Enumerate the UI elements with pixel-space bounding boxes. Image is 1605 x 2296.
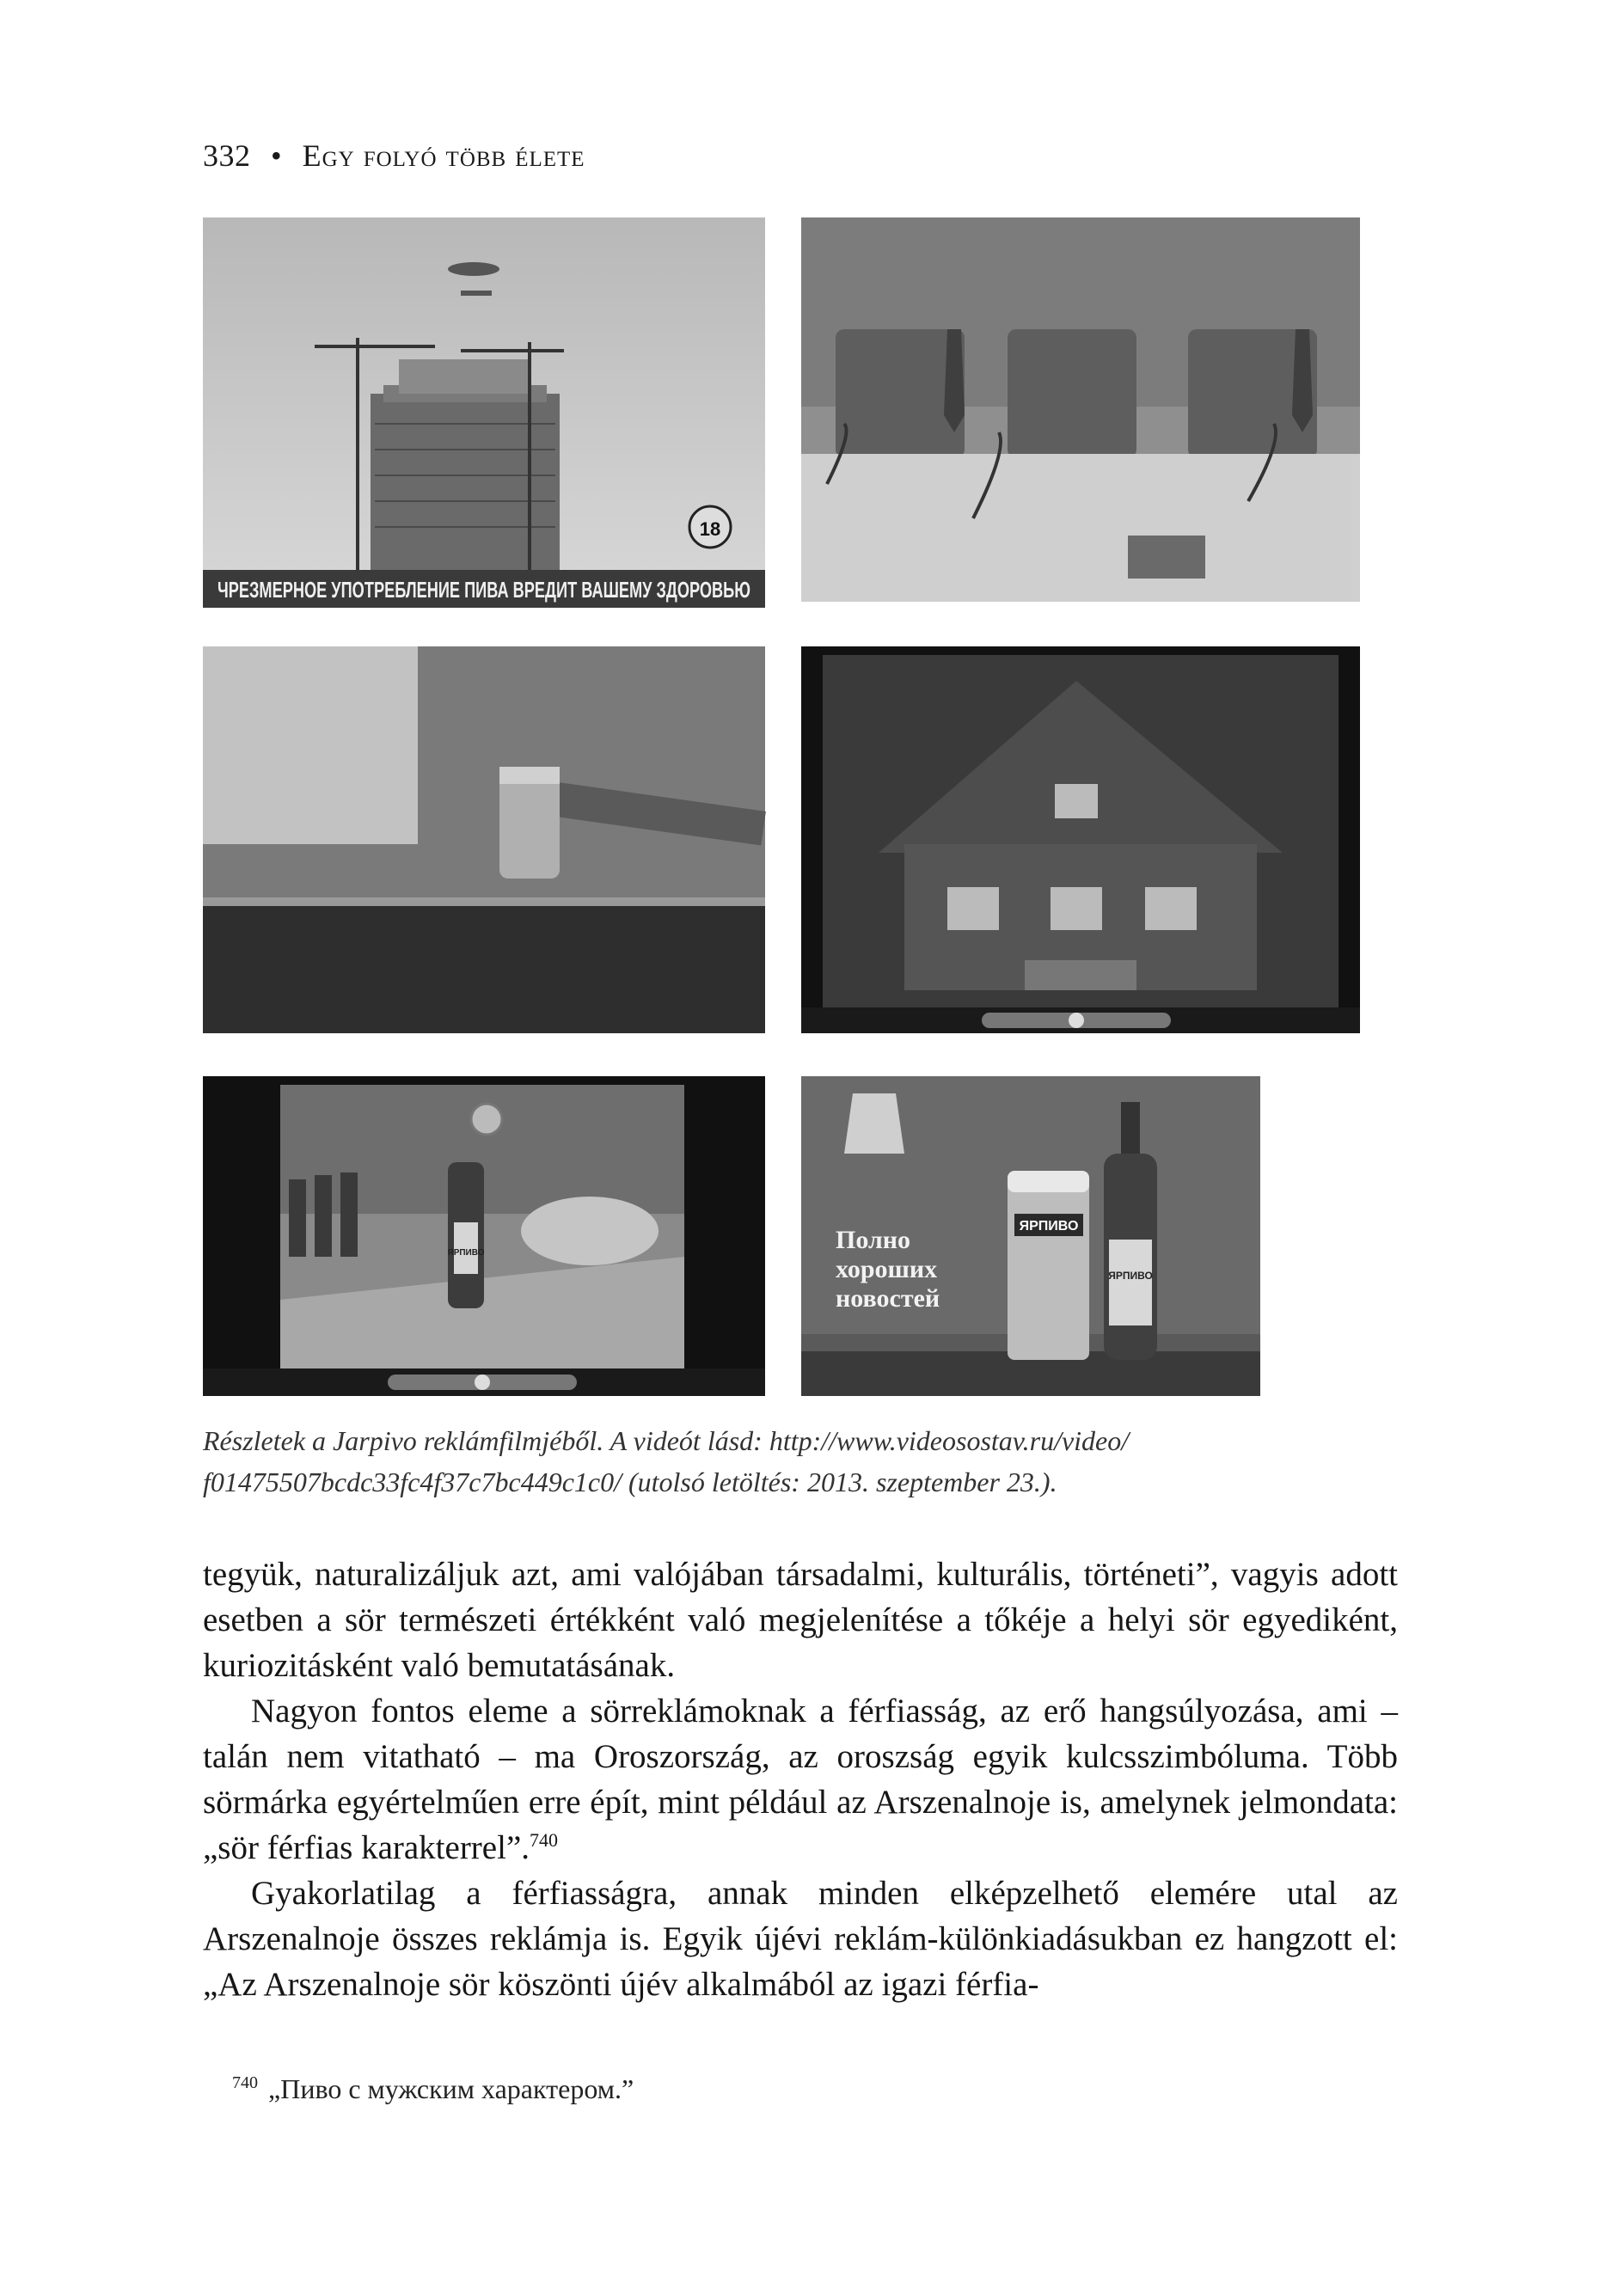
caption-line-1: Részletek a Jarpivo reklámfilmjéből. A videót lásd: http://www.videosostav.ru/video/ bbox=[203, 1425, 1130, 1456]
bottle-label-brand-2: ЯРПИВО bbox=[1108, 1270, 1153, 1282]
bullet-separator: • bbox=[271, 138, 283, 173]
paragraph-1: tegyük, naturalizáljuk azt, ami valójában társadalmi, kulturális, történeti”, vagyis adott esetben a sör természeti értékként való megjelenítése a tőkéje a helyi sör egyediként, kuriozitásként való bemutatásának. bbox=[203, 1556, 1398, 1684]
footnote-text: „Пиво с мужским характером.” bbox=[268, 2073, 634, 2104]
slogan-line-2: хороших bbox=[836, 1255, 938, 1283]
figure-caption bbox=[203, 1420, 1398, 1503]
footnote-ref-740[interactable]: 740 bbox=[530, 1829, 559, 1851]
figure-wooden-house bbox=[801, 646, 1360, 1033]
slogan-line-1: Полно bbox=[836, 1226, 911, 1254]
glass-label-brand: ЯРПИВО bbox=[1019, 1219, 1079, 1234]
figure-beer-table bbox=[203, 1076, 765, 1396]
caption-line-2: f01475507bcdc33fc4f37c7bc449c1c0/ (utolsó letöltés: 2013. szeptember 23.). bbox=[203, 1466, 1057, 1497]
figure-beer-glass bbox=[801, 1076, 1260, 1396]
paragraph-3: Gyakorlatilag a férfiasságra, annak minden elképzelhető elemére utal az Arszenalnoje összes reklámja is. Egyik újévi reklám-különkiadásukban ez hangzott el: „Az Arszenalnoje sör köszönti újév alkalmából az igazi férfia- bbox=[203, 1875, 1398, 2003]
footnote bbox=[232, 2073, 634, 2105]
body-text bbox=[203, 1552, 1398, 2007]
paragraph-2-text: Nagyon fontos eleme a sörreklámoknak a férfiasság, az erő hangsúlyozása, ami – talán nem vitatható – ma Oroszország, az oroszság egyik kulcsszimbóluma. Több sörmárka egyértelműen erre épít, mint például az Arszenalnoje is, amelynek jelmondata: „sör férfias karakterrel”. bbox=[203, 1693, 1398, 1866]
figure-gavel bbox=[203, 646, 765, 1033]
page-number: 332 bbox=[203, 138, 251, 173]
health-warning-banner: ЧРЕЗМЕРНОЕ УПОТРЕБЛЕНИЕ ПИВА ВРЕДИТ ВАШЕМУ ЗДОРОВЬЮ bbox=[217, 577, 750, 603]
bottle-label-brand: ЯРПИВО bbox=[447, 1248, 485, 1258]
figure-skyscraper bbox=[203, 217, 765, 608]
paragraph-2 bbox=[203, 1688, 1398, 1870]
age-badge: 18 bbox=[699, 518, 721, 540]
slogan-line-3: новостей bbox=[836, 1284, 940, 1313]
running-head bbox=[203, 138, 585, 174]
figure-meeting-table bbox=[801, 217, 1360, 602]
book-title: Egy folyó több élete bbox=[302, 138, 585, 173]
footnote-number: 740 bbox=[232, 2073, 258, 2093]
